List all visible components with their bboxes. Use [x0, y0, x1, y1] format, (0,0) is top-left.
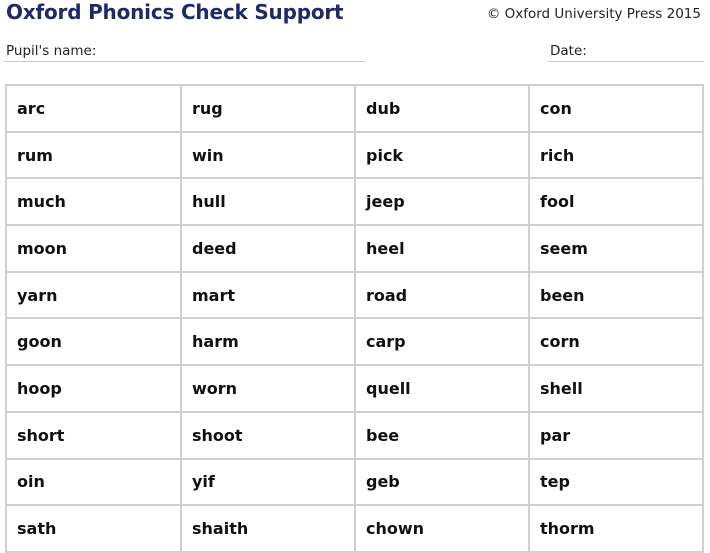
word-cell: sath [6, 505, 181, 552]
date-field[interactable] [548, 43, 704, 62]
word-cell: oin [6, 459, 181, 506]
table-row [6, 459, 703, 506]
pupil-name-field[interactable] [4, 43, 365, 62]
word-cell: quell [355, 365, 529, 412]
word-cell: dub [355, 85, 529, 132]
word-cell: shaith [181, 505, 355, 552]
word-cell: worn [181, 365, 355, 412]
word-cell: hoop [6, 365, 181, 412]
table-row [6, 365, 703, 412]
word-cell: yarn [6, 272, 181, 319]
table-row [6, 412, 703, 459]
table-row [6, 225, 703, 272]
word-cell: jeep [355, 178, 529, 225]
word-cell: pick [355, 132, 529, 179]
word-cell: yif [181, 459, 355, 506]
word-cell: heel [355, 225, 529, 272]
word-cell: deed [181, 225, 355, 272]
word-cell: much [6, 178, 181, 225]
copyright-notice: © Oxford University Press 2015 [486, 6, 701, 22]
word-cell: thorm [529, 505, 703, 552]
table-row [6, 272, 703, 319]
table-row [6, 505, 703, 552]
word-cell: mart [181, 272, 355, 319]
pupil-name-label: Pupil's name: [6, 43, 97, 59]
word-cell: hull [181, 178, 355, 225]
word-cell: harm [181, 318, 355, 365]
word-cell: shoot [181, 412, 355, 459]
table-row [6, 318, 703, 365]
word-cell: par [529, 412, 703, 459]
word-cell: been [529, 272, 703, 319]
word-cell: arc [6, 85, 181, 132]
word-cell: goon [6, 318, 181, 365]
word-cell: carp [355, 318, 529, 365]
date-label: Date: [550, 43, 587, 59]
word-table-body [6, 85, 703, 552]
word-cell: geb [355, 459, 529, 506]
word-cell: seem [529, 225, 703, 272]
table-row [6, 85, 703, 132]
word-cell: shell [529, 365, 703, 412]
word-cell: chown [355, 505, 529, 552]
phonics-word-table [5, 84, 704, 553]
word-cell: rug [181, 85, 355, 132]
page-title: Oxford Phonics Check Support [6, 0, 344, 24]
word-cell: moon [6, 225, 181, 272]
word-cell: road [355, 272, 529, 319]
word-cell: bee [355, 412, 529, 459]
word-cell: rum [6, 132, 181, 179]
table-row [6, 132, 703, 179]
word-cell: rich [529, 132, 703, 179]
word-cell: fool [529, 178, 703, 225]
table-row [6, 178, 703, 225]
word-cell: corn [529, 318, 703, 365]
word-cell: con [529, 85, 703, 132]
word-cell: short [6, 412, 181, 459]
word-cell: win [181, 132, 355, 179]
word-cell: tep [529, 459, 703, 506]
